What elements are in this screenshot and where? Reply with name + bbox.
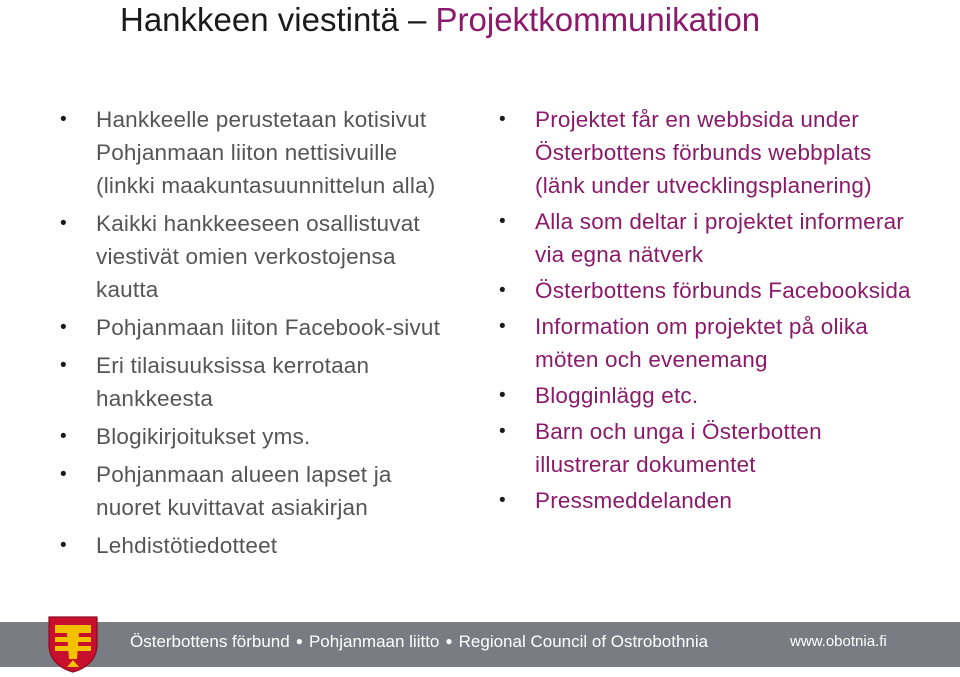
- list-item: [497, 415, 917, 481]
- title-finnish: Hankkeen viestintä –: [120, 1, 436, 38]
- list-item: [58, 420, 458, 453]
- list-item: [497, 310, 917, 376]
- website-link[interactable]: www.obotnia.fi: [790, 633, 887, 650]
- bullet-icon: •: [60, 426, 67, 447]
- swedish-bullet-list: [497, 103, 917, 520]
- footer-bar: [0, 622, 960, 667]
- bullet-text: Eri tilaisuuksissa kerrotaan hankkeesta: [96, 353, 370, 411]
- bullet-text: Pohjanmaan liiton Facebook-sivut: [96, 315, 441, 340]
- bullet-text: Pressmeddelanden: [535, 488, 733, 513]
- separator-dot-icon: ●: [445, 634, 453, 648]
- coat-of-arms-icon: [45, 615, 101, 673]
- bullet-icon: •: [60, 355, 67, 376]
- bullet-text: Blogikirjoitukset yms.: [96, 424, 311, 449]
- bullet-icon: •: [60, 109, 67, 130]
- bullet-text: Information om projektet på olika möten och evenemang: [535, 314, 869, 372]
- list-item: [497, 484, 917, 517]
- separator-dot-icon: ●: [295, 634, 303, 648]
- list-item: [58, 311, 458, 344]
- list-item: [58, 529, 458, 562]
- bullet-text: Barn och unga i Österbotten illustrerar dokumentet: [535, 419, 822, 477]
- bullet-icon: •: [499, 211, 506, 232]
- org-name-english: Regional Council of Ostrobothnia: [458, 632, 709, 651]
- list-item: [497, 274, 917, 307]
- list-item: [497, 103, 917, 202]
- slide-title: [120, 0, 760, 40]
- finnish-bullet-list: [58, 103, 458, 567]
- bullet-icon: •: [60, 464, 67, 485]
- bullet-icon: •: [60, 213, 67, 234]
- bullet-icon: •: [499, 490, 506, 511]
- bullet-text: Pohjanmaan alueen lapset ja nuoret kuvittavat asiakirjan: [96, 462, 392, 520]
- bullet-icon: •: [499, 280, 506, 301]
- list-item: [497, 379, 917, 412]
- bullet-text: Projektet får en webbsida under Österbottens förbunds webbplats (länk under utvecklingsplanering): [535, 107, 872, 198]
- list-item: [58, 458, 458, 524]
- list-item: [58, 207, 458, 306]
- bullet-icon: •: [60, 535, 67, 556]
- bullet-icon: •: [499, 316, 506, 337]
- bullet-text: Alla som deltar i projektet informerar via egna nätverk: [535, 209, 904, 267]
- bullet-text: Österbottens förbunds Facebooksida: [535, 278, 911, 303]
- footer-organization: [130, 622, 708, 662]
- list-item: [497, 205, 917, 271]
- org-name-swedish: Österbottens förbund: [130, 632, 290, 651]
- title-swedish: Projektkommunikation: [435, 1, 761, 38]
- bullet-icon: •: [60, 317, 67, 338]
- bullet-icon: •: [499, 385, 506, 406]
- bullet-icon: •: [499, 421, 506, 442]
- list-item: [58, 349, 458, 415]
- bullet-text: Lehdistötiedotteet: [96, 533, 278, 558]
- bullet-text: Blogginlägg etc.: [535, 383, 699, 408]
- bullet-text: Kaikki hankkeeseen osallistuvat viestivät omien verkostojensa kautta: [96, 211, 420, 302]
- bullet-icon: •: [499, 109, 506, 130]
- org-name-finnish: Pohjanmaan liitto: [308, 632, 440, 651]
- list-item: [58, 103, 458, 202]
- bullet-text: Hankkeelle perustetaan kotisivut Pohjanmaan liiton nettisivuille (linkki maakuntasuunnittelun alla): [96, 107, 436, 198]
